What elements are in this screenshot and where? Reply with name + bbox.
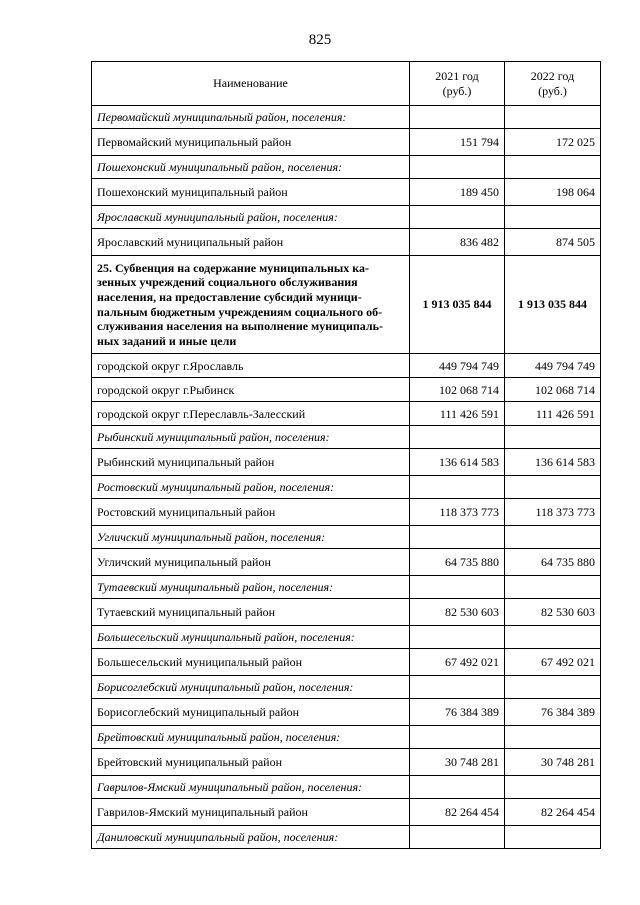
row-value-2022 <box>505 476 601 499</box>
row-value-2021: 136 614 583 <box>410 449 505 476</box>
row-name-cell: Тутаевский муниципальный район <box>92 599 410 626</box>
row-name-cell: Первомайский муниципальный район <box>92 129 410 156</box>
table-row <box>92 499 601 526</box>
row-value-2022: 64 735 880 <box>505 549 601 576</box>
row-value-2021 <box>410 106 505 129</box>
row-name-cell: Ярославский муниципальный район <box>92 229 410 256</box>
table-body <box>92 106 601 849</box>
row-value-2021: 82 264 454 <box>410 799 505 826</box>
table-row <box>92 526 601 549</box>
row-value-2022: 874 505 <box>505 229 601 256</box>
header-2021: 2021 год (руб.) <box>410 62 505 106</box>
row-value-2021 <box>410 826 505 849</box>
row-value-2021: 102 068 714 <box>410 378 505 402</box>
row-value-2021: 836 482 <box>410 229 505 256</box>
table-row <box>92 449 601 476</box>
table-row <box>92 749 601 776</box>
row-value-2021: 189 450 <box>410 179 505 206</box>
row-value-2021 <box>410 776 505 799</box>
row-name-cell: Гаврилов-Ямский муниципальный район, поселения: <box>92 776 410 799</box>
table-row <box>92 129 601 156</box>
table-row <box>92 649 601 676</box>
row-value-2022 <box>505 526 601 549</box>
row-value-2021: 449 794 749 <box>410 354 505 378</box>
table-row <box>92 206 601 229</box>
row-name-cell: Брейтовский муниципальный район <box>92 749 410 776</box>
row-name-cell: Борисоглебский муниципальный район, поселения: <box>92 676 410 699</box>
row-name-cell: Большесельский муниципальный район, поселения: <box>92 626 410 649</box>
row-value-2021: 118 373 773 <box>410 499 505 526</box>
row-name-cell: городской округ г.Рыбинск <box>92 378 410 402</box>
row-value-2022: 111 426 591 <box>505 402 601 426</box>
row-value-2022: 76 384 389 <box>505 699 601 726</box>
budget-table <box>91 61 601 849</box>
table-row <box>92 549 601 576</box>
row-value-2021 <box>410 626 505 649</box>
row-name-cell: Брейтовский муниципальный район, поселения: <box>92 726 410 749</box>
table-row <box>92 378 601 402</box>
row-value-2022 <box>505 626 601 649</box>
page-number: 825 <box>308 32 332 48</box>
row-value-2022 <box>505 676 601 699</box>
row-value-2021 <box>410 476 505 499</box>
row-value-2022 <box>505 206 601 229</box>
table-header-row <box>92 62 601 106</box>
row-name-cell: Ростовский муниципальный район, поселения: <box>92 476 410 499</box>
row-value-2022 <box>505 826 601 849</box>
table-row <box>92 179 601 206</box>
row-name-cell: Первомайский муниципальный район, поселения: <box>92 106 410 129</box>
row-name-cell: Даниловский муниципальный район, поселения: <box>92 826 410 849</box>
table-row <box>92 726 601 749</box>
table-row <box>92 799 601 826</box>
row-name-cell: Гаврилов-Ямский муниципальный район <box>92 799 410 826</box>
row-value-2022: 82 530 603 <box>505 599 601 626</box>
row-value-2021: 30 748 281 <box>410 749 505 776</box>
row-name-cell: Ростовский муниципальный район <box>92 499 410 526</box>
row-name-cell: Рыбинский муниципальный район <box>92 449 410 476</box>
table-row <box>92 256 601 354</box>
table-row <box>92 229 601 256</box>
header-2022: 2022 год (руб.) <box>505 62 601 106</box>
row-value-2022: 118 373 773 <box>505 499 601 526</box>
row-value-2021: 76 384 389 <box>410 699 505 726</box>
header-name: Наименование <box>92 62 410 106</box>
table-row <box>92 106 601 129</box>
row-value-2021: 1 913 035 844 <box>410 256 505 354</box>
row-name-cell: Угличский муниципальный район, поселения: <box>92 526 410 549</box>
table-row <box>92 156 601 179</box>
row-value-2021 <box>410 426 505 449</box>
row-value-2022: 102 068 714 <box>505 378 601 402</box>
row-name-cell: 25. Субвенция на содержание муниципальных ка- зенных учреждений социального обслуживания населения, на предоставление субсидий муници- пальным бюджетным учреждениям социального об- служивания населения на выполнение муниципаль- ных заданий и иные цели <box>92 256 410 354</box>
row-value-2022: 172 025 <box>505 129 601 156</box>
row-value-2022 <box>505 726 601 749</box>
row-value-2022 <box>505 426 601 449</box>
row-value-2021 <box>410 206 505 229</box>
row-name-cell: Пошехонский муниципальный район <box>92 179 410 206</box>
row-value-2022: 449 794 749 <box>505 354 601 378</box>
row-name-cell: Большесельский муниципальный район <box>92 649 410 676</box>
table-row <box>92 599 601 626</box>
row-value-2022: 67 492 021 <box>505 649 601 676</box>
row-name-cell: Ярославский муниципальный район, поселения: <box>92 206 410 229</box>
table-row <box>92 354 601 378</box>
table-row <box>92 776 601 799</box>
row-name-cell: Тутаевский муниципальный район, поселения: <box>92 576 410 599</box>
row-value-2022: 198 064 <box>505 179 601 206</box>
table-row <box>92 426 601 449</box>
row-value-2021: 67 492 021 <box>410 649 505 676</box>
row-value-2022: 1 913 035 844 <box>505 256 601 354</box>
row-value-2022 <box>505 106 601 129</box>
row-value-2021: 64 735 880 <box>410 549 505 576</box>
table-row <box>92 576 601 599</box>
row-value-2021: 111 426 591 <box>410 402 505 426</box>
table-row <box>92 699 601 726</box>
table-row <box>92 402 601 426</box>
table-row <box>92 626 601 649</box>
table-row <box>92 476 601 499</box>
table-row <box>92 826 601 849</box>
row-name-cell: городской округ г.Переславль-Залесский <box>92 402 410 426</box>
row-value-2022 <box>505 576 601 599</box>
row-value-2022 <box>505 776 601 799</box>
row-name-cell: городской округ г.Ярославль <box>92 354 410 378</box>
table-row <box>92 676 601 699</box>
row-value-2022: 30 748 281 <box>505 749 601 776</box>
row-name-cell: Рыбинский муниципальный район, поселения: <box>92 426 410 449</box>
row-value-2021 <box>410 156 505 179</box>
row-value-2022: 136 614 583 <box>505 449 601 476</box>
row-value-2022: 82 264 454 <box>505 799 601 826</box>
row-value-2021 <box>410 676 505 699</box>
row-value-2021 <box>410 526 505 549</box>
row-value-2021 <box>410 576 505 599</box>
row-value-2021: 151 794 <box>410 129 505 156</box>
row-value-2022 <box>505 156 601 179</box>
row-name-cell: Угличский муниципальный район <box>92 549 410 576</box>
row-value-2021 <box>410 726 505 749</box>
row-value-2021: 82 530 603 <box>410 599 505 626</box>
row-name-cell: Борисоглебский муниципальный район <box>92 699 410 726</box>
row-name-cell: Пошехонский муниципальный район, поселения: <box>92 156 410 179</box>
